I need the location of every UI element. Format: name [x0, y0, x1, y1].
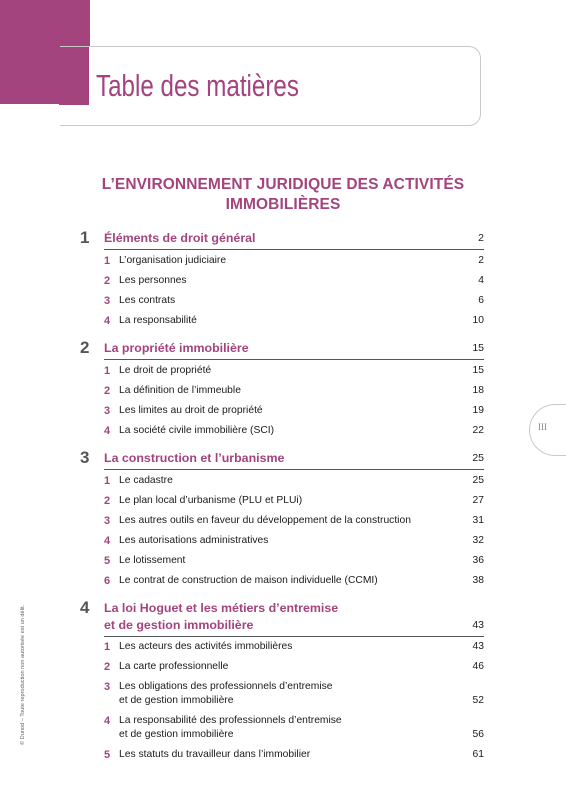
chapter-2: [80, 338, 484, 448]
entry-number: 3: [104, 681, 111, 693]
chapter-divider: [104, 636, 484, 637]
entry-number: 6: [104, 575, 111, 587]
entry-number: 2: [104, 495, 111, 507]
entry-title-line-1: Les obligations des professionnels d’entremise: [119, 681, 333, 692]
entry-page: 43: [472, 641, 484, 652]
chapter-page: 43: [472, 619, 484, 631]
toc-entry[interactable]: [104, 314, 484, 328]
chapter-divider: [104, 249, 484, 250]
chapter-page: 15: [472, 342, 484, 354]
entry-page: 31: [472, 515, 484, 526]
entry-title: La définition de l’immeuble: [119, 385, 241, 396]
copyright-notice: © Dunod – Toute reproduction non autorisée est un délit.: [20, 604, 26, 745]
chapter-4: [80, 598, 484, 768]
toc-entry[interactable]: [104, 680, 484, 708]
entry-title: [119, 680, 454, 708]
entry-page: 27: [472, 495, 484, 506]
entry-number: 2: [104, 661, 111, 673]
entry-title: Le contrat de construction de maison individuelle (CCMI): [119, 575, 378, 586]
toc-entry[interactable]: [104, 364, 484, 378]
entry-page: 38: [472, 575, 484, 586]
page-number: III: [538, 422, 547, 432]
entry-page: 18: [472, 385, 484, 396]
toc-entry[interactable]: [104, 254, 484, 268]
chapter-page: 25: [472, 452, 484, 464]
entry-page: 61: [472, 749, 484, 760]
entry-page: 46: [472, 661, 484, 672]
entry-title: Le plan local d’urbanisme (PLU et PLUi): [119, 495, 303, 506]
entry-number: 5: [104, 555, 111, 567]
entry-number: 4: [104, 425, 111, 437]
chapter-number: 1: [80, 228, 90, 247]
chapter-3: [80, 448, 484, 598]
entry-title: Les limites au droit de propriété: [119, 405, 263, 416]
toc-entry[interactable]: [104, 554, 484, 568]
entry-title: Les statuts du travailleur dans l’immobilier: [119, 749, 311, 760]
entry-page: 6: [478, 295, 484, 306]
entry-title: Les acteurs des activités immobilières: [119, 641, 293, 652]
toc-entry[interactable]: [104, 494, 484, 508]
entry-number: 3: [104, 515, 111, 527]
entry-title: La société civile immobilière (SCI): [119, 425, 275, 436]
entry-page: 15: [472, 365, 484, 376]
entry-number: 5: [104, 749, 111, 761]
chapter-title-line-2: et de gestion immobilière: [104, 618, 254, 632]
entry-page: 36: [472, 555, 484, 566]
entry-number: 4: [104, 715, 111, 727]
toc-entry[interactable]: [104, 294, 484, 308]
entry-page: 10: [472, 315, 484, 326]
chapter-title: [104, 600, 454, 634]
entry-number: 1: [104, 641, 111, 653]
chapter-title: La construction et l’urbanisme: [104, 451, 285, 465]
entry-number: 3: [104, 295, 111, 307]
entry-title: Les personnes: [119, 275, 187, 286]
entry-number: 2: [104, 275, 111, 287]
toc-entry[interactable]: [104, 714, 484, 742]
page-title: Table des matières: [96, 68, 299, 103]
entry-number: 1: [104, 475, 111, 487]
entry-number: 1: [104, 365, 111, 377]
toc-entry[interactable]: [104, 660, 484, 674]
entry-number: 1: [104, 255, 111, 267]
entry-page: 2: [478, 255, 484, 266]
entry-page: 52: [472, 695, 484, 706]
chapter-1: [80, 228, 484, 338]
entry-title-line-2: et de gestion immobilière: [119, 729, 234, 740]
toc-entry[interactable]: [104, 474, 484, 488]
entry-title: L’organisation judiciaire: [119, 255, 227, 266]
entry-number: 4: [104, 315, 111, 327]
chapter-title-line-1: La loi Hoguet et les métiers d’entremise: [104, 601, 339, 615]
toc-entry[interactable]: [104, 424, 484, 438]
entry-title: [119, 714, 454, 742]
part-title: L’ENVIRONNEMENT JURIDIQUE DES ACTIVITÉS IMMOBILIÈRES: [101, 176, 465, 213]
toc-entry[interactable]: [104, 384, 484, 398]
toc-entry[interactable]: [104, 640, 484, 654]
chapter-number: 2: [80, 338, 90, 357]
chapter-divider: [104, 469, 484, 470]
toc-entry[interactable]: [104, 748, 484, 762]
entry-title: La responsabilité: [119, 315, 197, 326]
entry-title: Les autorisations administratives: [119, 535, 269, 546]
entry-page: 56: [472, 729, 484, 740]
entry-page: 25: [472, 475, 484, 486]
entry-number: 4: [104, 535, 111, 547]
entry-page: 22: [472, 425, 484, 436]
chapter-divider: [104, 359, 484, 360]
table-of-contents: [80, 228, 484, 768]
chapter-row[interactable]: [80, 448, 484, 468]
toc-entry[interactable]: [104, 404, 484, 418]
entry-title: Le lotissement: [119, 555, 186, 566]
entry-title: Les autres outils en faveur du développement de la construction: [119, 515, 411, 526]
chapter-row[interactable]: [80, 338, 484, 358]
page-number-tab: [529, 404, 566, 456]
chapter-row[interactable]: [80, 228, 484, 248]
toc-entry[interactable]: [104, 534, 484, 548]
entry-title-line-1: La responsabilité des professionnels d’entremise: [119, 715, 342, 726]
chapter-row[interactable]: [80, 598, 484, 634]
toc-entry[interactable]: [104, 574, 484, 588]
chapter-title: La propriété immobilière: [104, 341, 249, 355]
entry-page: 32: [472, 535, 484, 546]
entry-number: 2: [104, 385, 111, 397]
entry-page: 19: [472, 405, 484, 416]
entry-title: Le droit de propriété: [119, 365, 212, 376]
entry-title-line-2: et de gestion immobilière: [119, 695, 234, 706]
entry-page: 4: [478, 275, 484, 286]
chapter-page: 2: [478, 232, 484, 244]
chapter-number: 4: [80, 598, 90, 617]
entry-number: 3: [104, 405, 111, 417]
chapter-title: Éléments de droit général: [104, 231, 256, 245]
toc-entry[interactable]: [104, 274, 484, 288]
entry-title: Les contrats: [119, 295, 176, 306]
chapter-number: 3: [80, 448, 90, 467]
toc-entry[interactable]: [104, 514, 484, 528]
entry-title: Le cadastre: [119, 475, 173, 486]
entry-title: La carte professionnelle: [119, 661, 229, 672]
